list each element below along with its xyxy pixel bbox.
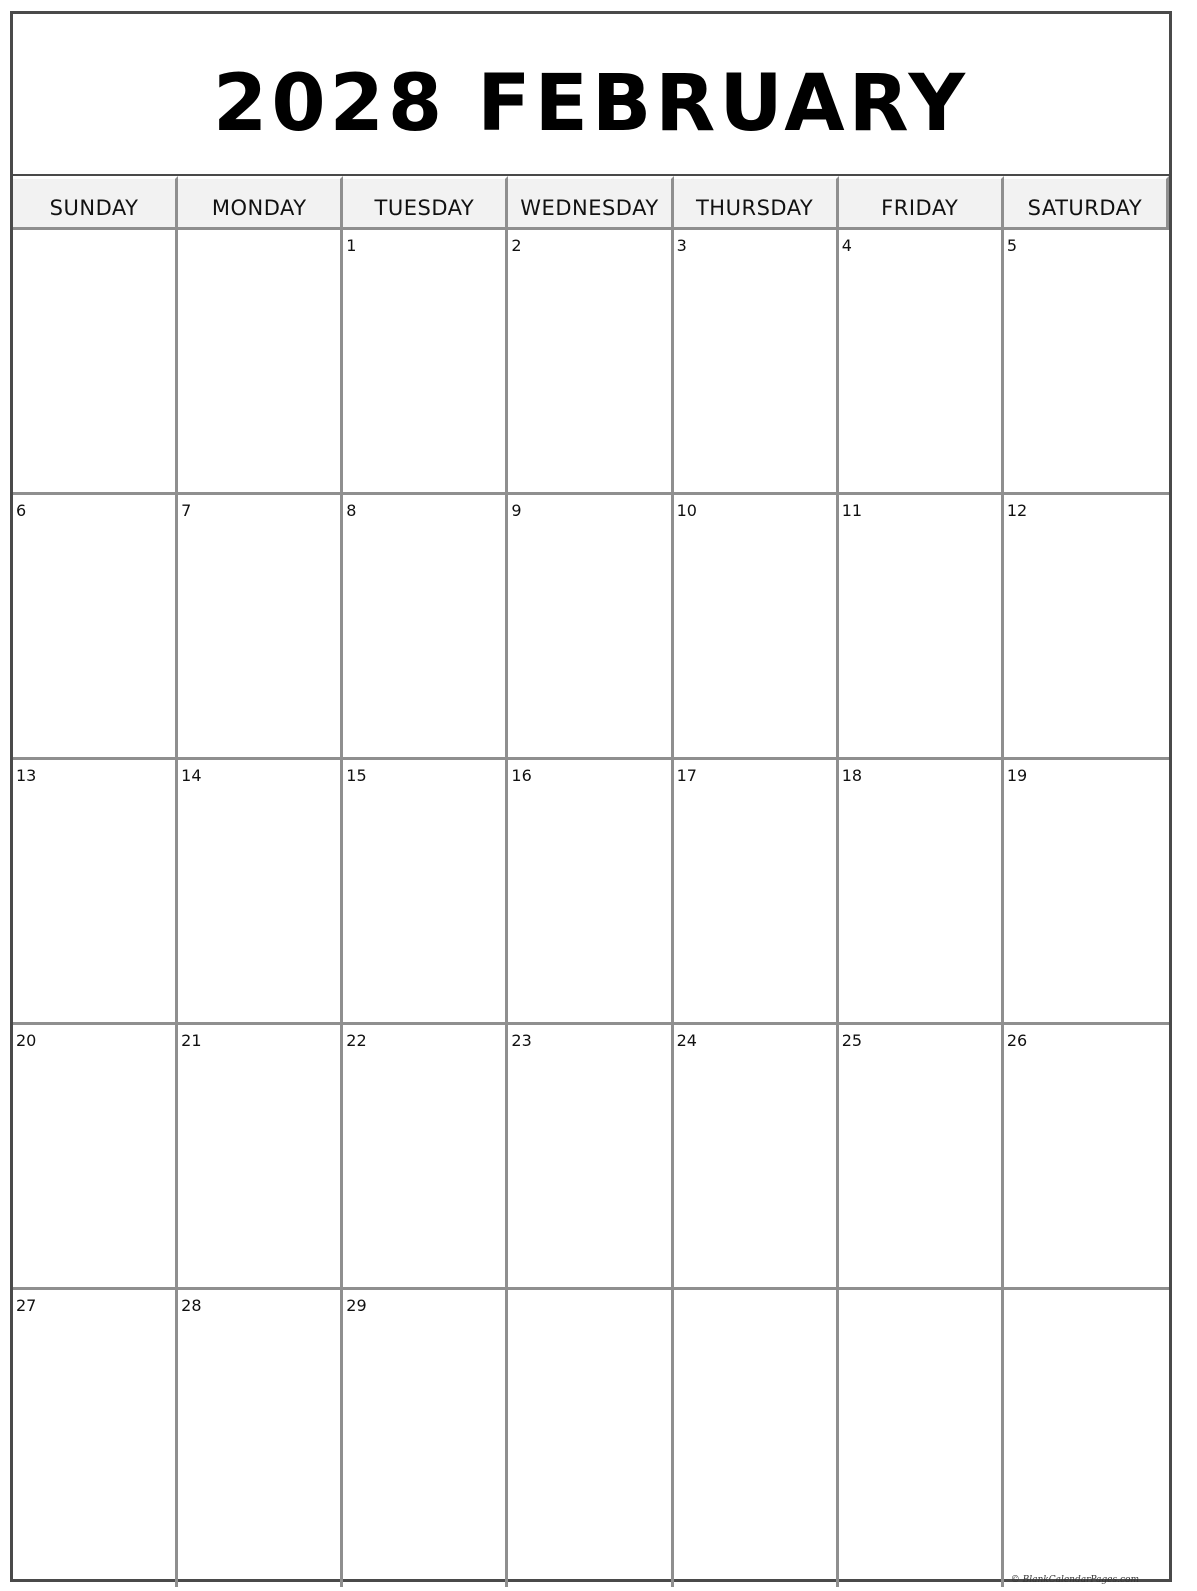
- weekday-header: WEDNESDAY: [508, 176, 673, 230]
- day-cell[interactable]: [343, 1290, 508, 1587]
- day-number: 27: [16, 1296, 37, 1315]
- day-number: 14: [181, 766, 202, 785]
- day-number: 28: [181, 1296, 202, 1315]
- day-number: 11: [841, 501, 863, 520]
- day-cell[interactable]: [674, 760, 839, 1025]
- title-bar: [13, 14, 1169, 176]
- day-cell[interactable]: [13, 1290, 178, 1587]
- day-cell[interactable]: [508, 495, 673, 760]
- day-number: 17: [676, 766, 697, 785]
- day-number: 23: [511, 1031, 532, 1050]
- day-number: 12: [1006, 501, 1028, 520]
- copyright-credit: © BlankCalendarPages.com: [1010, 1575, 1139, 1585]
- day-number: 9: [511, 501, 522, 520]
- day-number: 15: [346, 766, 367, 785]
- day-number: 19: [1006, 766, 1028, 785]
- day-cell[interactable]: [343, 1025, 508, 1290]
- day-number: 18: [841, 766, 863, 785]
- day-cell[interactable]: [839, 495, 1004, 760]
- day-cell[interactable]: [343, 760, 508, 1025]
- day-cell[interactable]: [508, 1025, 673, 1290]
- day-cell[interactable]: [1004, 760, 1169, 1025]
- day-cell[interactable]: [508, 1290, 673, 1587]
- day-number: 26: [1006, 1031, 1028, 1050]
- day-cell[interactable]: [839, 1025, 1004, 1290]
- calendar-title: 2028 FEBRUARY: [213, 59, 969, 149]
- day-number: 20: [16, 1031, 37, 1050]
- day-cell[interactable]: [1004, 495, 1169, 760]
- weekday-header: TUESDAY: [343, 176, 508, 230]
- day-number: 5: [1006, 236, 1018, 255]
- day-cell[interactable]: [1004, 1290, 1169, 1587]
- weekday-header: MONDAY: [178, 176, 343, 230]
- day-number: 3: [676, 236, 687, 255]
- calendar-frame: [10, 11, 1172, 1585]
- day-cell[interactable]: [839, 1290, 1004, 1587]
- day-cell[interactable]: [178, 495, 343, 760]
- day-cell[interactable]: [343, 495, 508, 760]
- day-cell[interactable]: [178, 1025, 343, 1290]
- day-number: 24: [676, 1031, 697, 1050]
- weekday-header: FRIDAY: [839, 176, 1004, 230]
- weekday-header: THURSDAY: [674, 176, 839, 230]
- day-cell[interactable]: [13, 760, 178, 1025]
- day-cell[interactable]: [13, 495, 178, 760]
- day-number: 13: [16, 766, 37, 785]
- day-number: 21: [181, 1031, 202, 1050]
- day-cell[interactable]: [13, 230, 178, 495]
- day-number: 10: [676, 501, 697, 520]
- day-cell[interactable]: [508, 230, 673, 495]
- day-cell[interactable]: [13, 1025, 178, 1290]
- day-cell[interactable]: [1004, 230, 1169, 495]
- day-cell[interactable]: [839, 230, 1004, 495]
- day-number: 7: [181, 501, 192, 520]
- day-cell[interactable]: [674, 230, 839, 495]
- day-cell[interactable]: [508, 760, 673, 1025]
- day-cell[interactable]: [343, 230, 508, 495]
- day-cell[interactable]: [674, 1025, 839, 1290]
- day-cell[interactable]: [674, 1290, 839, 1587]
- day-number: 25: [841, 1031, 863, 1050]
- day-number: 1: [346, 236, 357, 255]
- day-cell[interactable]: [1004, 1025, 1169, 1290]
- day-number: 2: [511, 236, 522, 255]
- day-number: 6: [16, 501, 27, 520]
- day-cell[interactable]: [178, 760, 343, 1025]
- day-number: 29: [346, 1296, 367, 1315]
- weekday-header: SATURDAY: [1004, 176, 1169, 230]
- day-cell[interactable]: [839, 760, 1004, 1025]
- day-cell[interactable]: [178, 230, 343, 495]
- day-cell[interactable]: [674, 495, 839, 760]
- day-number: 16: [511, 766, 532, 785]
- day-number: 8: [346, 501, 357, 520]
- day-cell[interactable]: [178, 1290, 343, 1587]
- day-number: 22: [346, 1031, 367, 1050]
- calendar-grid: [13, 176, 1169, 1587]
- day-number: 4: [841, 236, 852, 255]
- weekday-header: SUNDAY: [13, 176, 178, 230]
